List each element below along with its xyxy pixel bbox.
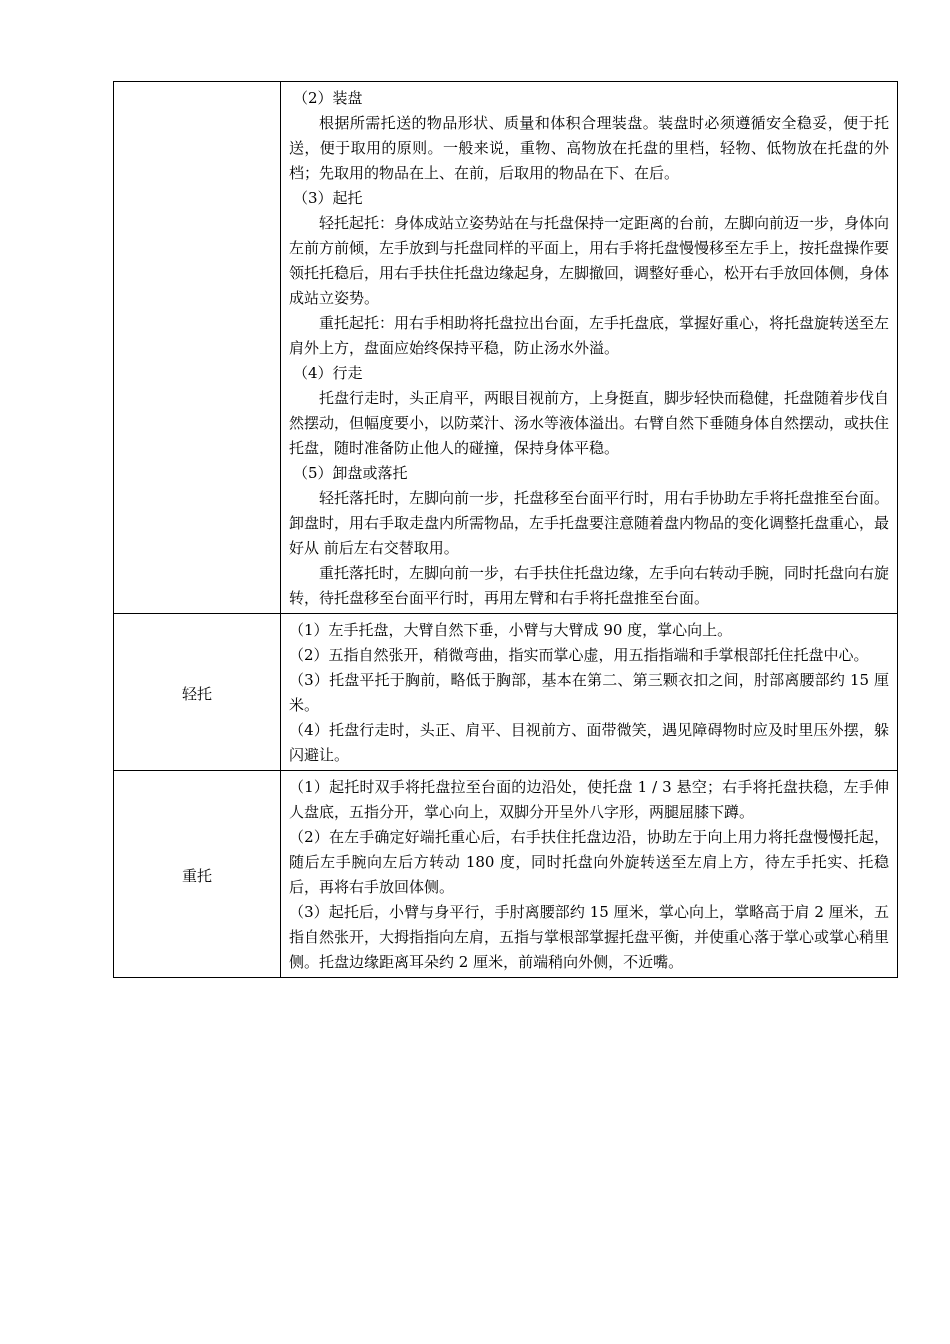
row-content-light-tray <box>281 614 898 771</box>
row-label-light-tray: 轻托 <box>114 614 281 771</box>
list-item: （3）托盘平托于胸前，略低于胸部，基本在第二、第三颗衣扣之间，肘部离腰部约 15 厘米。 <box>289 671 889 714</box>
paragraph-light-unload: 轻托落托时，左脚向前一步，托盘移至台面平行时，用右手协助左手将托盘推至台面。卸盘时，用右手取走盘内所需物品，左手托盘要注意随着盘内物品的变化调整托盘重心，最好从 前后左右交替取用。 <box>289 489 890 557</box>
section-heading-unloading: （5）卸盘或落托 <box>293 464 408 482</box>
table-row-procedure <box>114 82 898 614</box>
procedure-table <box>113 81 898 978</box>
list-item: （1）左手托盘，大臂自然下垂，小臂与大臂成 90 度，掌心向上。 <box>289 621 733 639</box>
paragraph-walking: 托盘行走时，头正肩平，两眼目视前方，上身挺直，脚步轻快而稳健，托盘随着步伐自然摆动，但幅度要小，以防菜汁、汤水等液体溢出。右臂自然下垂随身体自然摆动，或扶住托盘，随时准备防止他人的碰撞，保持身体平稳。 <box>289 389 890 457</box>
paragraph-loading: 根据所需托送的物品形状、质量和体积合理装盘。装盘时必须遵循安全稳妥，便于托送，便于取用的原则。一般来说，重物、高物放在托盘的里档，轻物、低物放在托盘的外档；先取用的物品在上、在前，后取用的物品在下、在后。 <box>289 114 889 182</box>
row-content-procedure <box>281 82 898 614</box>
row-label-heavy-tray: 重托 <box>114 771 281 978</box>
paragraph-heavy-lift: 重托起托：用右手相助将托盘拉出台面，左手托盘底，掌握好重心，将托盘旋转送至左肩外上方，盘面应始终保持平稳，防止汤水外溢。 <box>289 314 890 357</box>
paragraph-light-lift: 轻托起托：身体成站立姿势站在与托盘保持一定距离的台前，左脚向前迈一步，身体向左前方前倾，左手放到与托盘同样的平面上，用右手将托盘慢慢移至左手上，按托盘操作要领托托稳后，用右手扶住托盘边缘起身，左脚撤回，调整好垂心，松开右手放回体侧，身体成站立姿势。 <box>289 214 890 307</box>
list-item: （4）托盘行走时，头正、肩平、目视前方、面带微笑，遇见障碍物时应及时里压外摆，躲闪避让。 <box>289 721 889 764</box>
list-item: （2）在左手确定好端托重心后，右手扶住托盘边沿，协助左于向上用力将托盘慢慢托起，随后左手腕向左后方转动 180 度，同时托盘向外旋转送至左肩上方，待左手托实、托稳后，再将右手放回体侧。 <box>289 828 889 896</box>
section-heading-lifting: （3）起托 <box>293 189 363 207</box>
section-heading-loading: （2）装盘 <box>293 89 363 107</box>
section-heading-walking: （4）行走 <box>293 364 363 382</box>
list-item: （1）起托时双手将托盘拉至台面的边沿处，使托盘 1 / 3 悬空；右手将托盘扶稳，左手伸人盘底，五指分开，掌心向上，双脚分开呈外八字形，两腿屈膝下蹲。 <box>289 778 889 821</box>
row-label-empty <box>114 82 281 614</box>
list-item: （2）五指自然张开，稍微弯曲，指实而掌心虚，用五指指端和手掌根部托住托盘中心。 <box>289 646 869 664</box>
row-content-heavy-tray <box>281 771 898 978</box>
table-row-light-tray <box>114 614 898 771</box>
list-item: （3）起托后，小臂与身平行，手肘离腰部约 15 厘米，掌心向上，掌略高于肩 2 厘米，五指自然张开，大拇指指向左肩，五指与掌根部掌握托盘平衡，并使重心落于掌心或掌心稍里侧。托盘边缘距离耳朵约 2 厘米，前端稍向外侧，不近嘴。 <box>289 903 890 971</box>
table-row-heavy-tray <box>114 771 898 978</box>
paragraph-heavy-unload: 重托落托时，左脚向前一步，右手扶住托盘边缘，左手向右转动手腕，同时托盘向右旋转，待托盘移至台面平行时，再用左臂和右手将托盘推至台面。 <box>289 564 890 607</box>
